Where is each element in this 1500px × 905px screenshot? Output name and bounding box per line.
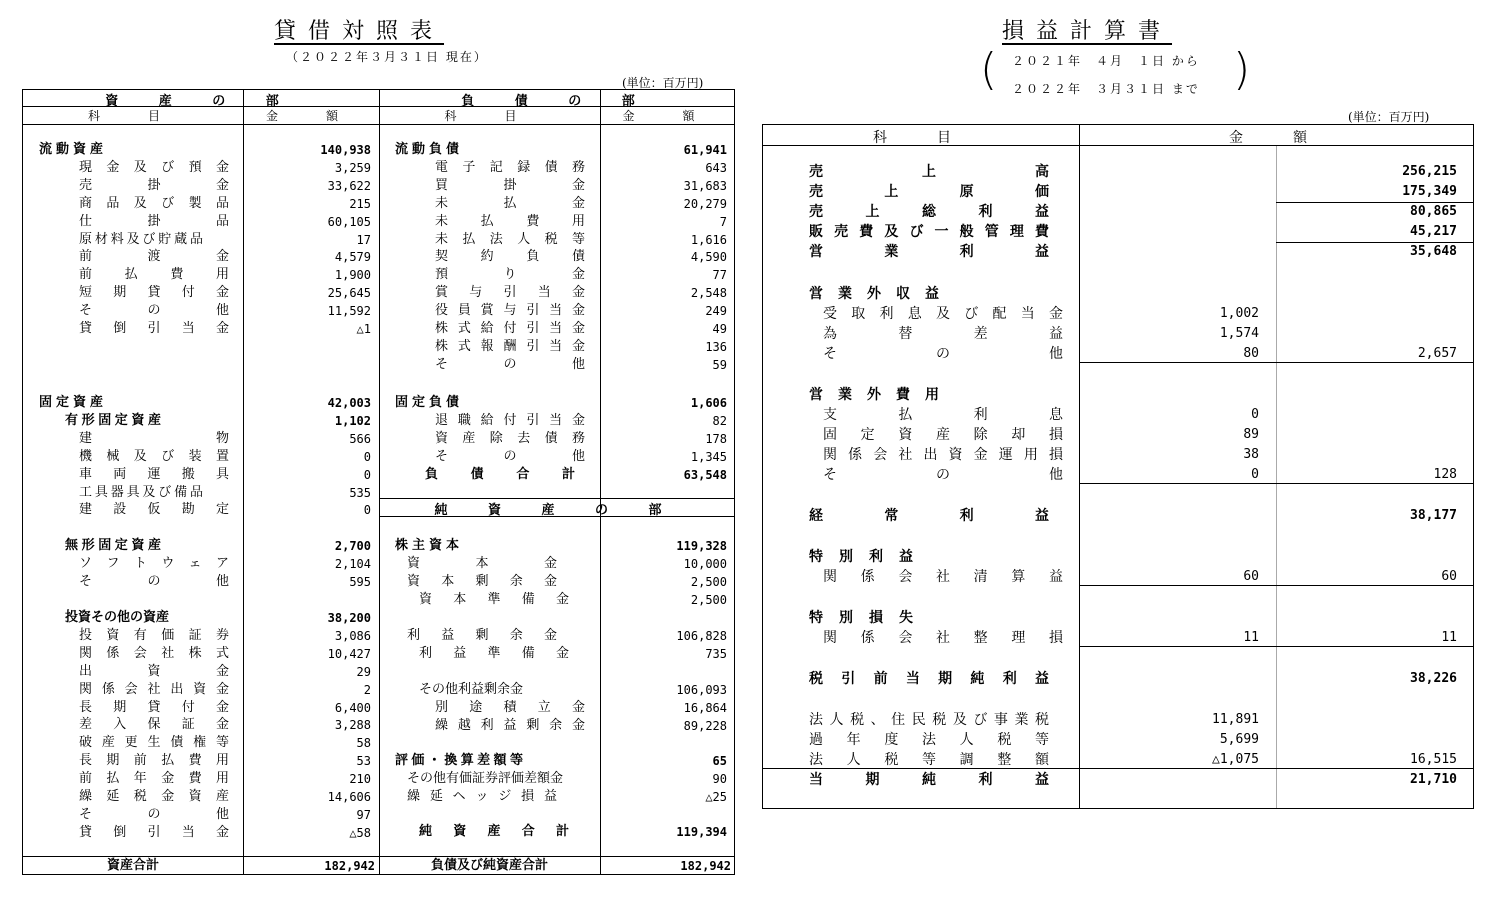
period-from: ２０２１年 ４月 １日 から	[1012, 54, 1200, 68]
bs-row-amount: 2,548	[690, 286, 727, 301]
bs-row-amount: 595	[349, 574, 371, 589]
total-liabilities-net-label: 負債及び純資産合計	[430, 858, 548, 873]
bs-row-amount: 178	[705, 431, 727, 446]
bs-row	[379, 213, 735, 231]
pl-row-amount-inner: 60	[1243, 569, 1259, 584]
bs-row-amount: 38,200	[327, 611, 371, 625]
bs-row	[379, 141, 735, 159]
pl-row	[763, 608, 1475, 628]
bs-row-label: 利益準備金	[419, 645, 569, 661]
balance-sheet-date: （２０２２年３月３１日 現在）	[286, 50, 488, 64]
bs-row-amount: 215	[349, 196, 371, 211]
pl-row-label: 当期純利益	[809, 772, 1049, 788]
bs-row	[23, 555, 379, 573]
pl-row	[763, 304, 1475, 324]
bs-row-amount: 106,093	[676, 683, 727, 697]
pl-row-label: 関係会社整理損	[823, 630, 1063, 646]
pl-row-label: その他	[823, 346, 1063, 362]
bs-row-label: 出資金	[79, 663, 229, 679]
bs-row-label: 有形固定資産	[65, 412, 161, 428]
pl-row-label: 関係会社出資金運用損	[823, 447, 1063, 463]
pl-row	[763, 202, 1475, 222]
bs-row-label: 売掛金	[79, 177, 229, 193]
bs-row	[379, 159, 735, 177]
bs-row-amount: 3,288	[334, 718, 371, 733]
bs-row	[379, 412, 735, 430]
bs-row-amount: 10,427	[327, 646, 371, 661]
bs-row-label: 破産更生債権等	[79, 735, 229, 751]
pl-row-label: 支払利息	[823, 407, 1063, 423]
pl-row	[763, 162, 1475, 182]
bs-row	[23, 394, 379, 412]
bs-row	[23, 824, 379, 842]
bs-row-label: 電子記録債務	[435, 159, 585, 175]
pl-row-label: 過年度法人税等	[809, 732, 1049, 748]
bs-row-label: 株式給付引当金	[435, 321, 585, 336]
bs-row-amount: 2,104	[334, 556, 371, 571]
pl-row-amount-inner: 89	[1243, 427, 1259, 442]
bs-row-amount: 210	[349, 772, 371, 787]
bs-row-label: 関係会社株式	[79, 645, 229, 661]
pl-row-label: 法人税、住民税及び事業税	[809, 712, 1049, 728]
bs-row-label: 流動負債	[395, 142, 459, 157]
bs-row	[23, 213, 379, 231]
bs-row-amount: 61,941	[683, 143, 727, 157]
pl-row-label: 営業外収益	[809, 286, 939, 302]
col-amount-left: 金 額	[265, 109, 356, 123]
bs-row	[379, 770, 735, 788]
bs-row-amount: 14,606	[327, 790, 371, 804]
pl-row-amount-outer: 38,177	[1410, 508, 1457, 523]
pl-row	[763, 284, 1475, 304]
bs-row-amount: 0	[363, 503, 371, 518]
bs-row-amount: 16,864	[683, 700, 727, 715]
bs-row-amount: 535	[349, 485, 371, 500]
bs-row-amount: 63,548	[683, 467, 727, 482]
bs-row	[23, 141, 379, 159]
bs-row-amount: △25	[705, 789, 727, 804]
bs-row	[23, 195, 379, 213]
pl-row-amount-inner: 1,002	[1219, 306, 1259, 321]
bs-row-amount: 58	[356, 736, 371, 751]
bs-row-label: ソフトウェア	[79, 555, 229, 571]
pl-row	[763, 730, 1475, 750]
bs-row-amount: 1,616	[690, 232, 727, 247]
bs-row	[23, 627, 379, 645]
bs-row-label: その他	[79, 573, 229, 589]
bs-row	[23, 501, 379, 519]
bs-row-label: 固定負債	[395, 395, 459, 410]
bs-row-label: 繰延ヘッジ損益	[407, 788, 557, 804]
pl-row	[763, 465, 1475, 485]
bs-row-label: 前払費用	[79, 267, 229, 283]
pl-row-amount-inner: 38	[1243, 447, 1259, 462]
bs-row-amount: 735	[705, 646, 727, 661]
bs-row-label: 工具器具及び備品	[79, 484, 203, 500]
bs-row-amount: 2,700	[334, 539, 371, 553]
pl-row	[763, 710, 1475, 730]
bs-row-label: 仕掛品	[79, 213, 229, 229]
bs-row-label: 差入保証金	[79, 717, 229, 733]
pl-row-label: 売上原価	[809, 184, 1049, 200]
bs-row-amount: 25,645	[327, 286, 371, 301]
bs-row	[23, 573, 379, 591]
bs-row-label: 評価・換算差額等	[395, 753, 523, 768]
bs-row-amount: 136	[705, 339, 727, 354]
col-amount-right: 金 額	[622, 109, 713, 123]
pl-row	[763, 405, 1475, 425]
total-assets-amount: 182,942	[324, 859, 375, 873]
pl-row-amount-inner: 5,699	[1219, 732, 1259, 747]
bs-row-amount: 1,102	[334, 413, 371, 428]
bs-row-label: 原材料及び貯蔵品	[79, 231, 203, 247]
bs-row	[23, 430, 379, 448]
bs-row-amount: 2,500	[690, 592, 727, 607]
bs-row-amount: 643	[705, 160, 727, 175]
balance-sheet-unit: (単位：百万円)	[622, 76, 704, 90]
bs-row	[379, 537, 735, 555]
bs-row	[23, 302, 379, 320]
bs-row	[379, 284, 735, 302]
bs-row	[379, 356, 735, 374]
pl-row-label: 為替差益	[823, 326, 1063, 342]
bs-row	[379, 627, 735, 645]
bs-row-amount: 33,622	[327, 178, 371, 193]
bs-row-amount: 2	[363, 682, 371, 697]
bs-row-amount: 566	[349, 431, 371, 446]
pl-row-amount-outer: 60	[1441, 569, 1457, 584]
pl-row-amount-inner: 11	[1243, 630, 1259, 645]
bs-row	[23, 466, 379, 484]
bs-row-amount: 140,938	[320, 143, 371, 157]
pl-row	[763, 770, 1475, 790]
pl-col-item: 科 目	[873, 130, 969, 146]
total-liabilities-net-amount: 182,942	[680, 859, 731, 873]
period-to: ２０２２年 ３月３１日 まで	[1012, 82, 1200, 96]
income-statement-unit: (単位：百万円)	[1348, 110, 1430, 124]
bs-row-amount: 249	[705, 304, 727, 319]
pl-row-amount-outer: 38,226	[1410, 671, 1457, 686]
pl-row-amount-outer: 128	[1433, 467, 1457, 482]
pl-row	[763, 242, 1475, 262]
bs-row	[23, 284, 379, 302]
bs-row	[23, 177, 379, 195]
bs-row-label: 前払年金費用	[79, 771, 229, 787]
bs-row	[379, 266, 735, 284]
bs-row-label: その他	[79, 806, 229, 822]
bs-row-amount: 89,228	[683, 718, 727, 733]
bs-row-label: 商品及び製品	[79, 195, 229, 211]
bs-row-amount: 0	[363, 449, 371, 464]
bs-row-label: 未払法人税等	[435, 231, 585, 247]
bs-row	[379, 320, 735, 338]
bs-row-amount: 59	[712, 357, 727, 372]
bs-row-label: その他	[79, 303, 229, 319]
bs-row-label: 流動資産	[39, 142, 103, 157]
bs-row-label: 建物	[79, 430, 229, 446]
total-assets-label: 資産合計	[106, 858, 159, 873]
bs-row-label: 預り金	[435, 267, 585, 283]
pl-row-label: その他	[823, 467, 1063, 483]
bs-row-amount: 60,105	[327, 214, 371, 229]
bs-row	[23, 770, 379, 788]
bs-row	[379, 177, 735, 195]
bs-row	[23, 448, 379, 466]
bs-row-label: 現金及び預金	[79, 159, 229, 175]
pl-row	[763, 567, 1475, 587]
bs-row	[23, 320, 379, 338]
bs-row-amount: 1,900	[334, 268, 371, 283]
bs-row-label: 機械及び装置	[79, 448, 229, 464]
pl-row-amount-outer: 175,349	[1402, 184, 1457, 199]
bs-row	[23, 266, 379, 284]
bs-row-amount: 1,606	[690, 396, 727, 410]
bs-row	[23, 412, 379, 430]
bs-row-label: 繰越利益剰余金	[435, 717, 585, 733]
pl-row-label: 営業利益	[809, 244, 1049, 260]
bs-row-amount: 119,394	[676, 825, 727, 839]
pl-row	[763, 506, 1475, 526]
bs-row	[379, 591, 735, 609]
bs-row	[23, 752, 379, 770]
pl-row-label: 法人税等調整額	[809, 752, 1049, 768]
income-statement-table	[762, 124, 1474, 809]
pl-row-amount-outer: 256,215	[1402, 164, 1457, 179]
bs-row-label: 資本金	[407, 555, 557, 571]
bs-row	[23, 734, 379, 752]
bs-row-label: 貸倒引当金	[79, 824, 229, 840]
pl-row-label: 売上総利益	[809, 204, 1049, 220]
bs-row-amount: 90	[712, 771, 727, 786]
bs-row-label: 前渡金	[79, 249, 229, 265]
bs-row	[379, 430, 735, 448]
bs-row-amount: 1,345	[690, 449, 727, 464]
pl-row	[763, 182, 1475, 202]
pl-col-amount: 金 額	[1229, 130, 1325, 146]
pl-row-amount-inner: 11,891	[1212, 712, 1259, 727]
pl-row-amount-outer: 35,648	[1410, 244, 1457, 259]
bs-row	[379, 195, 735, 213]
bs-row-label: 負債合計	[425, 466, 575, 482]
bs-row	[23, 716, 379, 734]
bs-row	[379, 573, 735, 591]
bs-row-amount: 10,000	[683, 556, 727, 571]
bs-row-label: 買掛金	[435, 177, 585, 193]
bs-row-amount: 3,086	[334, 628, 371, 643]
income-statement-title: 損益計算書	[1002, 19, 1173, 44]
pl-row-label: 経常利益	[809, 508, 1049, 524]
bs-row-label: 契約負債	[435, 249, 585, 265]
bs-row	[379, 394, 735, 412]
bs-row-label: 短期貸付金	[79, 285, 229, 301]
bs-row-amount: 4,590	[690, 250, 727, 265]
bs-row	[23, 699, 379, 717]
bs-row-label: 固定資産	[39, 395, 103, 410]
bs-row-label: 別途積立金	[435, 699, 585, 715]
col-item-left: 科 目	[87, 109, 178, 123]
bs-row-label: 長期前払費用	[79, 753, 229, 769]
bs-row-label: その他	[435, 356, 585, 372]
pl-row-amount-inner: 1,574	[1219, 326, 1259, 341]
pl-row-label: 営業外費用	[809, 387, 939, 403]
bs-row	[379, 752, 735, 770]
pl-row	[763, 324, 1475, 344]
bs-row	[379, 555, 735, 573]
pl-row-amount-inner: △1,075	[1212, 752, 1259, 767]
bs-row-amount: 2,500	[690, 574, 727, 589]
close-paren: )	[1233, 44, 1251, 95]
pl-row	[763, 385, 1475, 405]
bs-row-label: その他	[435, 448, 585, 464]
bs-row-label: その他利益剰余金	[419, 682, 524, 697]
bs-row	[379, 302, 735, 320]
bs-row-amount: 77	[712, 268, 727, 283]
bs-row	[379, 231, 735, 249]
bs-row-amount: 11,592	[327, 304, 371, 319]
bs-row-label: 投資有価証券	[79, 627, 229, 643]
bs-row	[23, 663, 379, 681]
pl-row-amount-outer: 21,710	[1410, 772, 1457, 787]
pl-row-amount-outer: 80,865	[1410, 204, 1457, 219]
bs-row-label: 未払金	[435, 195, 585, 211]
pl-row	[763, 669, 1475, 689]
bs-row-label: 資産除去債務	[435, 430, 585, 446]
bs-row	[23, 159, 379, 177]
bs-row-amount: 6,400	[334, 700, 371, 715]
bs-row	[379, 788, 735, 806]
bs-row-amount: 49	[712, 322, 727, 336]
bs-row	[23, 231, 379, 249]
bs-row-amount: 20,279	[683, 196, 727, 211]
pl-row	[763, 547, 1475, 567]
bs-row-amount: 17	[356, 232, 371, 247]
bs-row-amount: 53	[356, 754, 371, 769]
pl-row	[763, 445, 1475, 465]
bs-row	[23, 788, 379, 806]
pl-row-label: 売上高	[809, 164, 1049, 180]
pl-row-label: 税引前当期純利益	[809, 671, 1049, 687]
bs-row	[23, 609, 379, 627]
bs-row-amount: 0	[363, 467, 371, 482]
pl-row-amount-outer: 11	[1441, 630, 1457, 645]
bs-row-amount: 42,003	[327, 396, 371, 410]
bs-row	[379, 699, 735, 717]
pl-row-amount-outer: 16,515	[1410, 752, 1457, 767]
bs-row-label: 株式報酬引当金	[435, 338, 585, 354]
liabilities-header: 負 債 の 部	[461, 94, 653, 109]
pl-row-amount-outer: 2,657	[1417, 346, 1457, 361]
bs-row-label: 利益剰余金	[407, 628, 557, 643]
pl-row-amount-inner: 0	[1251, 467, 1259, 482]
pl-row	[763, 222, 1475, 242]
bs-row-amount: 29	[356, 664, 371, 679]
bs-row-amount: 82	[712, 413, 727, 428]
bs-row	[379, 823, 735, 841]
bs-row-label: その他有価証券評価差額金	[407, 770, 564, 786]
bs-row-label: 貸倒引当金	[79, 321, 229, 336]
balance-sheet-title: 貸借対照表	[274, 19, 445, 44]
col-item-right: 科 目	[444, 109, 535, 123]
bs-row-amount: 3,259	[334, 160, 371, 175]
bs-row	[23, 645, 379, 663]
bs-row-label: 無形固定資産	[65, 538, 161, 553]
bs-row-label: 未払費用	[435, 213, 585, 229]
pl-row-label: 関係会社清算益	[823, 569, 1063, 585]
pl-row-label: 固定資産除却損	[823, 427, 1063, 443]
bs-row-amount: 106,828	[676, 629, 727, 643]
pl-row-label: 販売費及び一般管理費	[809, 224, 1049, 240]
pl-row-amount-outer: 45,217	[1410, 224, 1457, 239]
bs-row	[379, 645, 735, 663]
bs-row-label: 資本剰余金	[407, 573, 557, 589]
bs-row-label: 繰延税金資産	[79, 789, 229, 804]
pl-row-amount-inner: 0	[1251, 407, 1259, 422]
bs-row	[23, 248, 379, 266]
bs-row-label: 役員賞与引当金	[435, 303, 585, 319]
bs-row	[379, 717, 735, 735]
bs-row-label: 株主資本	[395, 538, 459, 553]
bs-row-label: 建設仮勘定	[79, 502, 229, 518]
bs-row	[379, 248, 735, 266]
open-paren: (	[980, 44, 998, 95]
bs-row-label: 退職給付引当金	[435, 412, 585, 428]
pl-row	[763, 344, 1475, 364]
bs-row	[379, 681, 735, 699]
bs-row-label: 賞与引当金	[435, 285, 585, 301]
bs-row	[23, 484, 379, 502]
bs-row	[379, 466, 735, 484]
assets-header: 資 産 の 部	[105, 94, 297, 109]
bs-row-amount: 31,683	[683, 178, 727, 193]
pl-row-label: 特別利益	[809, 549, 913, 565]
bs-row	[379, 338, 735, 356]
net-assets-header: 純 資 産 の 部	[434, 503, 680, 518]
bs-row-label: 関係会社出資金	[79, 681, 229, 697]
bs-row	[379, 448, 735, 466]
pl-row-amount-inner: 80	[1243, 346, 1259, 361]
pl-row	[763, 425, 1475, 445]
bs-row-amount: △1	[356, 322, 371, 336]
bs-row-amount: 65	[712, 754, 727, 768]
bs-row-amount: 97	[356, 807, 371, 822]
bs-row-amount: 7	[719, 214, 727, 229]
bs-row-amount: △58	[349, 825, 371, 840]
bs-row-label: 投資その他の資産	[65, 610, 170, 625]
bs-row	[23, 537, 379, 555]
balance-sheet-table	[22, 89, 735, 875]
pl-row-label: 特別損失	[809, 610, 913, 626]
pl-row-label: 受取利息及び配当金	[823, 306, 1063, 322]
bs-row-label: 車両運搬具	[79, 466, 229, 482]
bs-row-amount: 4,579	[334, 250, 371, 265]
pl-row	[763, 750, 1475, 770]
bs-row-label: 純資産合計	[419, 824, 569, 839]
bs-row-amount: 119,328	[676, 539, 727, 553]
bs-row-label: 長期貸付金	[79, 699, 229, 715]
pl-row	[763, 628, 1475, 648]
bs-row	[23, 806, 379, 824]
bs-row-label: 資本準備金	[419, 591, 569, 607]
bs-row	[23, 681, 379, 699]
